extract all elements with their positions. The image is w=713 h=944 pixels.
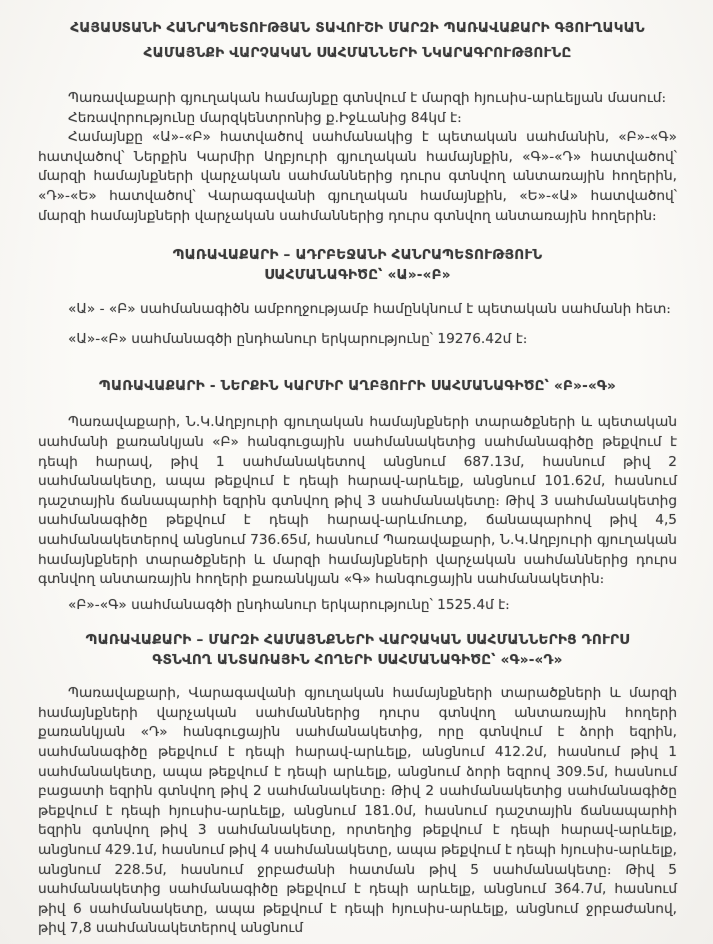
section-heading-a-b-line2: ՍԱՀՄԱՆԱԳԻԾԸ՝ «Ա»-«Բ»: [264, 267, 451, 284]
section-heading-g-d-line1: ՊԱՌԱՎԱՔԱՐԻ – ՄԱՐԶԻ ՀԱՄԱՅՆՔՆԵՐԻ ՎԱՐՉԱԿԱՆ ՍԱՀՄԱՆՆԵՐԻՑ ԴՈՒՐՍ: [85, 632, 630, 649]
intro-paragraph-distance: Հեռավորությունը մարզկենտրոնից ք.Իջևանից 84կմ է։: [68, 109, 462, 126]
section-a-b-paragraph: «Ա» - «Բ» սահմանագիծն ամբողջությամբ համընկնում է պետական սահմանի հետ։: [68, 301, 671, 318]
section-heading-b-g: [38, 376, 677, 396]
intro-paragraph-location: Պառավաքարի գյուղական համայնքը գտնվում է մարզի հյուսիս-արևելյան մասում։: [68, 90, 667, 106]
section-heading-a-b: [38, 245, 677, 285]
section-a-b-length: «Ա»-«Բ» սահմանագծի ընդհանուր երկարությունը՝ 19276.42մ է։: [68, 330, 528, 347]
section-heading-g-d: [38, 630, 677, 670]
section-b-g-length: «Բ»-«Գ» սահմանագծի ընդհանուր երկարությունը՝ 1525.4մ է։: [68, 596, 510, 613]
section-heading-b-g-line1: ՊԱՌԱՎԱՔԱՐԻ - ՆԵՐՔԻՆ ԿԱՐՄԻՐ ԱՂԲՅՈՒՐԻ ՍԱՀՄԱՆԱԳԻԾԸ՝ «Բ»-«Գ»: [98, 378, 617, 395]
section-heading-a-b-line1: ՊԱՌԱՎԱՔԱՐԻ – ԱԴՐԲԵՋԱՆԻ ՀԱՆՐԱՊԵՏՈՒԹՅՈՒՆ: [172, 247, 543, 264]
intro-paragraph-border-sections: Համայնքը «Ա»-«Բ» հատվածով սահմանակից է պետական սահմանին, «Բ»-«Գ» հատվածով՝ Ներքին Կարմիր Աղբյուրի գյուղական համայնքին, «Գ»-«Դ» հատվածով՝ մարզի համայնքների վարչական սահմաններից դուրս գտնվող անտառային հողերին, «Դ»-«Ե» հատվածով՝ Վարագավանի գյուղական համայնքին, «Ե»-«Ա» հատվածով՝ մարզի համայնքների վարչական սահմաններից դուրս գտնվող անտառային հողերին։: [38, 129, 677, 224]
document-title: [38, 16, 677, 66]
section-heading-g-d-line2: ԳՏՆՎՈՂ ԱՆՏԱՌԱՅԻՆ ՀՈՂԵՐԻ ՍԱՀՄԱՆԱԳԻԾԸ՝ «Գ»-«Դ»: [152, 652, 563, 669]
section-b-g-paragraph: Պառավաքարի, Ն.Կ.Աղբյուրի գյուղական համայնքների տարածքների և պետական սահմանի քառանկյան «Բ» հանգուցային սահմանակետից սահմանագիծը թեքվում է դեպի հարավ, թիվ 1 սահմանակետով անցնում 687.13մ, հասնում թիվ 2 սահմանակետը, ապա թեքվում է դեպի հարավ-արևելք, անցնում 101.62մ, հասնում դաշտային ճանապարհի եզրին գտնվող թիվ 3 սահմանակետը։ Թիվ 3 սահմանակետից սահմանագիծը թեքվում է դեպի հարավ-արևմուտք, ճանապարհով թիվ 4,5 սահմանակետերով անցնում 736.65մ, հասնում Պառավաքարի, Ն.Կ.Աղբյուրի գյուղական համայնքների տարածքների և մարզի համայնքների վարչական սահմաններից դուրս գտնվող անտառային հողերի քառանկյան «Գ» հանգուցային սահմանակետին։: [38, 414, 677, 588]
section-g-d-paragraph: Պառավաքարի, Վարագավանի գյուղական համայնքների տարածքների և մարզի համայնքների վարչական սահմաններից դուրս գտնվող անտառային հողերի քառանկյան «Դ» հանգուցային սահմանակետից, որը գտնվում է ձորի եզրին, սահմանագիծը թեքվում է դեպի հարավ-արևելք, անցնում 412.2մ, հասնում թիվ 1 սահմանակետը, ապա թեքվում է դեպի արևելք, անցնում ձորի եզրով 309.5մ, հասնում բացատի եզրին գտնվող թիվ 2 սահմանակետը։ Թիվ 2 սահմանակետից սահմանագիծը թեքվում է դեպի հյուսիս-արևելք, անցնում 181.0մ, հասնում դաշտային ճանապարհի եզրին գտնվող թիվ 3 սահմանակետը, որտեղից թեքվում է դեպի հարավ-արևելք, անցնում 429.1մ, հասնում թիվ 4 սահմանակետը, ապա թեքվում է դեպի հյուսիս-արևելք, անցնում 228.5մ, հասնում ջրբաժանի հատման թիվ 5 սահմանակետը։ Թիվ 5 սահմանակետից սահմանագիծը թեքվում է դեպի արևելք, անցնում 364.7մ, հասնում թիվ 6 սահմանակետը, ապա թեքվում է դեպի հյուսիս-արևելք, անցնում ջրբաժանով, թիվ 7,8 սահմանակետերով անցնում: [38, 685, 677, 937]
document-title-line1: ՀԱՅԱՍՏԱՆԻ ՀԱՆՐԱՊԵՏՈՒԹՅԱՆ ՏԱՎՈՒՇԻ ՄԱՐԶԻ ՊԱՌԱՎԱՔԱՐԻ ԳՅՈՒՂԱԿԱՆ: [70, 20, 645, 36]
document-title-line2: ՀԱՄԱՅՆՔԻ ՎԱՐՉԱԿԱՆ ՍԱՀՄԱՆՆԵՐԻ ՆԿԱՐԱԳՐՈՒԹՅՈՒՆԸ: [143, 45, 572, 61]
